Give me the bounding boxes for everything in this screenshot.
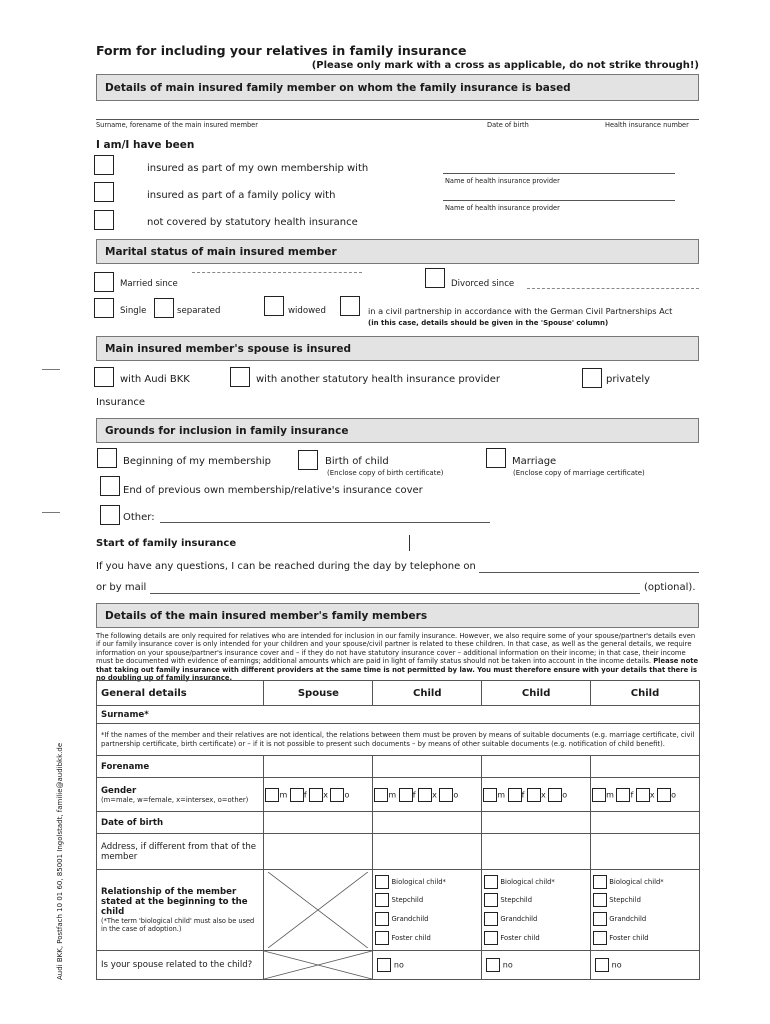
start-date-cursor[interactable] — [409, 535, 410, 551]
table-row-dob — [97, 812, 700, 834]
provider-label-2: Name of health insurance provider — [445, 204, 560, 212]
gender-child-3-m-box[interactable] — [592, 788, 606, 802]
rel-opt-biological: Biological child* — [391, 877, 446, 886]
section-main-member: Details of main insured family member on whom the family insurance is based — [96, 74, 699, 101]
rel-opt-step: Stepchild — [391, 896, 424, 905]
family-table — [96, 680, 700, 980]
beginning-label: Beginning of my membership — [123, 456, 272, 467]
gender-opt-m: m — [388, 790, 397, 799]
table-row-gender — [97, 778, 700, 812]
surname-label: Surname, forename of the main insured member — [96, 121, 258, 129]
rel-opt-foster: Foster child — [500, 933, 540, 942]
birth-note: (Enclose copy of birth certificate) — [327, 469, 444, 477]
cross-out-icon — [268, 872, 368, 948]
header-spouse: Spouse — [264, 681, 373, 706]
forename-spouse-cell[interactable] — [264, 756, 373, 778]
gender-label: Gender — [101, 785, 137, 796]
provider-label-1: Name of health insurance provider — [445, 177, 560, 185]
relationship-spouse-crossed-cell — [264, 870, 373, 951]
gender-child-2-m-box[interactable] — [483, 788, 497, 802]
rel-child-2-grand-box[interactable] — [484, 912, 498, 926]
gender-spouse-f-box[interactable] — [290, 788, 304, 802]
checkbox-other-provider[interactable] — [230, 367, 250, 387]
related-child-1-no-box[interactable] — [377, 958, 391, 972]
table-row-related — [97, 951, 700, 980]
civil-partnership-note: (in this case, details should be given in the 'Spouse' column) — [368, 319, 609, 327]
rel-child-2-step-box[interactable] — [484, 893, 498, 907]
header-child-2: Child — [482, 681, 591, 706]
option-own-membership: insured as part of my own membership with — [147, 163, 369, 174]
phone-text: If you have any questions, I can be reached during the day by telephone on — [96, 561, 476, 572]
rel-child-3-biological-box[interactable] — [593, 875, 607, 889]
forename-label: Forename — [97, 756, 264, 778]
spouse-private-label: privately — [606, 374, 651, 385]
rel-opt-biological: Biological child* — [609, 877, 664, 886]
checkbox-separated[interactable] — [154, 298, 174, 318]
family-intro-bold: Please note that taking out family insurance with different providers at the same time is not permitted by law. You must therefore ensure with your details that there is no doubling up of family insurance. — [96, 657, 699, 683]
checkbox-divorced[interactable] — [425, 268, 445, 288]
gender-child-2-cell — [482, 778, 591, 812]
gender-child-1-o-box[interactable] — [439, 788, 453, 802]
gender-opt-o: o — [344, 790, 350, 799]
gender-child-3-x-box[interactable] — [636, 788, 650, 802]
rel-opt-foster: Foster child — [609, 933, 649, 942]
birth-label: Birth of child — [325, 456, 389, 467]
rel-child-2-biological-box[interactable] — [484, 875, 498, 889]
address-spouse-cell[interactable] — [264, 834, 373, 870]
married-date-line[interactable] — [192, 272, 362, 273]
gender-opt-m: m — [497, 790, 506, 799]
side-address: Audi BKK, Postfach 10 01 60, 85001 Ingolstadt, familie@audibkk.de — [56, 742, 64, 980]
married-label: Married since — [120, 279, 178, 289]
table-row-surname-note — [97, 724, 700, 756]
table-header-row — [97, 681, 700, 706]
checkbox-birth-of-child[interactable] — [298, 450, 318, 470]
dob-child-3-cell[interactable] — [591, 812, 700, 834]
page-title: Form for including your relatives in family insurance — [96, 43, 467, 58]
relationship-child-2-cell — [482, 870, 591, 951]
header-child-1: Child — [373, 681, 482, 706]
surname-line[interactable] — [96, 119, 699, 120]
gender-opt-o: o — [671, 790, 676, 799]
fold-mark-2 — [42, 512, 60, 513]
relationship-child-3-cell — [591, 870, 700, 951]
relationship-cell — [97, 870, 264, 951]
rel-child-1-biological-box[interactable] — [375, 875, 389, 889]
section-spouse: Main insured member's spouse is insured — [96, 336, 699, 361]
rel-child-3-grand-box[interactable] — [593, 912, 607, 926]
checkbox-married[interactable] — [94, 272, 114, 292]
gender-opt-x: x — [323, 790, 328, 799]
forename-child-1-cell[interactable] — [373, 756, 482, 778]
relationship-label: Relationship of the member stated at the beginning to the child — [101, 887, 248, 917]
checkbox-civil-partnership[interactable] — [340, 296, 360, 316]
i-am-heading: I am/I have been — [96, 139, 195, 151]
address-child-3-cell[interactable] — [591, 834, 700, 870]
gender-opt-f: f — [412, 790, 416, 799]
rel-child-1-step-box[interactable] — [375, 893, 389, 907]
gender-child-1-cell — [373, 778, 482, 812]
rel-opt-step: Stepchild — [500, 896, 533, 905]
gender-opt-m: m — [279, 790, 288, 799]
civil-partnership-label: in a civil partnership in accordance with the German Civil Partnerships Act — [368, 306, 673, 316]
dob-spouse-cell[interactable] — [264, 812, 373, 834]
mail-line[interactable] — [150, 593, 640, 594]
widowed-label: widowed — [288, 306, 326, 316]
other-label: Other: — [123, 512, 155, 523]
gender-cell — [97, 778, 264, 812]
header-general: General details — [97, 681, 264, 706]
related-child-2-no-box[interactable] — [486, 958, 500, 972]
header-child-3: Child — [591, 681, 700, 706]
family-intro — [96, 632, 699, 682]
related-spouse-crossed-cell — [264, 951, 373, 980]
related-child-3-cell — [591, 951, 700, 980]
provider-line-2[interactable] — [443, 200, 675, 201]
insurance-number-label: Health insurance number — [605, 121, 689, 129]
rel-opt-biological: Biological child* — [500, 877, 555, 886]
relationship-child-1-cell — [373, 870, 482, 951]
address-child-1-cell[interactable] — [373, 834, 482, 870]
no-label: no — [393, 960, 404, 970]
rel-child-2-foster-box[interactable] — [484, 931, 498, 945]
option-not-covered: not covered by statutory health insurance — [147, 217, 358, 228]
gender-opt-m: m — [606, 790, 614, 799]
rel-opt-foster: Foster child — [391, 933, 431, 942]
rel-opt-step: Stepchild — [609, 896, 641, 905]
checkbox-other[interactable] — [100, 505, 120, 525]
rel-child-3-foster-box[interactable] — [593, 931, 607, 945]
gender-spouse-x-box[interactable] — [309, 788, 323, 802]
rel-opt-grand: Grandchild — [391, 915, 429, 923]
gender-opt-x: x — [649, 790, 655, 799]
checkbox-not-covered[interactable] — [94, 210, 114, 230]
family-intro-text: The following details are only required for relatives who are intended for inclusion in our family insurance. However, we also require some of your spouse/partner's details even if our family insurance cover is only intended for your children and your spouse/civil partner is related to these children. In that case, as well as the general details, we require information on your spouse/partner's insurance cover and – if they do not have statutory insurance cover – additional information on their income; in that case, their income must be documented with evidence of earnings; additional amounts which are paid in light of family status should not be taken into account in the income details. — [96, 632, 696, 666]
end-previous-label: End of previous own membership/relative's insurance cover — [123, 485, 423, 496]
gender-spouse-o-box[interactable] — [330, 788, 344, 802]
optional-text: (optional). — [644, 582, 696, 593]
marriage-note: (Enclose copy of marriage certificate) — [513, 469, 645, 477]
gender-child-1-f-box[interactable] — [399, 788, 413, 802]
gender-opt-x: x — [540, 790, 546, 799]
no-label: no — [611, 960, 622, 970]
gender-child-1-m-box[interactable] — [374, 788, 388, 802]
checkbox-own-membership[interactable] — [94, 155, 114, 175]
forename-child-2-cell[interactable] — [482, 756, 591, 778]
gender-opt-o: o — [453, 790, 459, 799]
checkbox-privately[interactable] — [582, 368, 602, 388]
checkbox-widowed[interactable] — [264, 296, 284, 316]
other-line[interactable] — [160, 522, 490, 523]
related-child-2-cell — [482, 951, 591, 980]
surname-note: *If the names of the member and their relatives are not identical, the relations between them must be proven by means of suitable documents (e.g. marriage certificate, civil partnership certificate, birth certificate) or – if it is not possible to present such documents – by means of other suitable documents (e.g. notification of child benefit). — [97, 724, 700, 756]
gender-spouse-m-box[interactable] — [265, 788, 279, 802]
start-label: Start of family insurance — [96, 538, 237, 549]
related-child-1-cell — [373, 951, 482, 980]
related-question: Is your spouse related to the child? — [97, 951, 264, 980]
rel-child-3-step-box[interactable] — [593, 893, 607, 907]
gender-child-3-cell — [591, 778, 700, 812]
gender-note: (m=male, w=female, x=intersex, o=other) — [101, 795, 249, 804]
page-subtitle: (Please only mark with a cross as applicable, do not strike through!) — [311, 60, 699, 71]
gender-child-2-o-box[interactable] — [548, 788, 562, 802]
section-grounds: Grounds for inclusion in family insurance — [96, 418, 699, 443]
table-row-surname — [97, 706, 700, 724]
checkbox-end-previous[interactable] — [100, 476, 120, 496]
address-child-2-cell[interactable] — [482, 834, 591, 870]
dob-child-2-cell[interactable] — [482, 812, 591, 834]
gender-opt-o: o — [562, 790, 568, 799]
gender-child-2-f-box[interactable] — [508, 788, 522, 802]
gender-opt-f: f — [521, 790, 525, 799]
gender-child-2-x-box[interactable] — [527, 788, 541, 802]
dob-row-label: Date of birth — [97, 812, 264, 834]
gender-child-3-o-box[interactable] — [657, 788, 671, 802]
gender-opt-x: x — [432, 790, 437, 799]
divorced-date-line[interactable] — [527, 288, 699, 289]
insurance-word: Insurance — [96, 397, 146, 408]
related-child-3-no-box[interactable] — [595, 958, 609, 972]
section-family: Details of the main insured member's family members — [96, 603, 699, 628]
cross-out-icon — [264, 951, 372, 979]
spouse-other-label: with another statutory health insurance provider — [256, 374, 501, 385]
separated-label: separated — [177, 306, 221, 316]
gender-child-3-f-box[interactable] — [616, 788, 630, 802]
fold-mark-1 — [42, 369, 60, 370]
forename-child-3-cell[interactable] — [591, 756, 700, 778]
rel-opt-grand: Grandchild — [609, 915, 647, 923]
relationship-note: (*The term 'biological child' must also be used in the case of adoption.) — [101, 917, 255, 933]
dob-child-1-cell[interactable] — [373, 812, 482, 834]
divorced-label: Divorced since — [451, 279, 515, 289]
address-row-label: Address, if different from that of the member — [97, 834, 264, 870]
rel-opt-grand: Grandchild — [500, 915, 538, 923]
gender-child-1-x-box[interactable] — [418, 788, 432, 802]
option-family-policy: insured as part of a family policy with — [147, 190, 336, 201]
provider-line-1[interactable] — [443, 173, 675, 174]
spouse-audi-label: with Audi BKK — [120, 374, 190, 385]
rel-child-1-grand-box[interactable] — [375, 912, 389, 926]
marriage-label: Marriage — [512, 456, 557, 467]
table-row-forename — [97, 756, 700, 778]
surname-row-label: Surname* — [97, 706, 700, 724]
checkbox-marriage[interactable] — [486, 448, 506, 468]
table-row-relationship — [97, 870, 700, 951]
gender-opt-f: f — [303, 790, 307, 799]
phone-line[interactable] — [479, 572, 699, 573]
mail-text: or by mail — [96, 582, 147, 593]
no-label: no — [502, 960, 513, 970]
gender-opt-f: f — [630, 790, 634, 799]
single-label: Single — [120, 306, 147, 316]
rel-child-1-foster-box[interactable] — [375, 931, 389, 945]
checkbox-single[interactable] — [94, 298, 114, 318]
table-row-address — [97, 834, 700, 870]
gender-spouse-cell — [264, 778, 373, 812]
checkbox-beginning-membership[interactable] — [97, 448, 117, 468]
checkbox-family-policy[interactable] — [94, 182, 114, 202]
checkbox-audi-bkk[interactable] — [94, 367, 114, 387]
section-marital: Marital status of main insured member — [96, 239, 699, 264]
dob-label: Date of birth — [487, 121, 529, 129]
